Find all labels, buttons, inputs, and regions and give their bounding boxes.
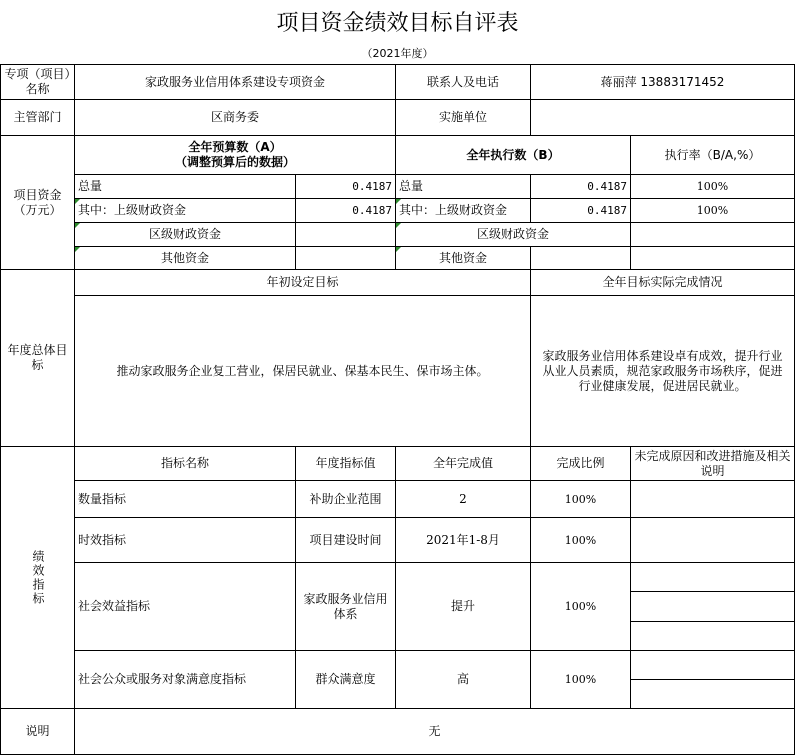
indicator-ratio: 100%	[530, 480, 631, 518]
indicator-reason	[630, 517, 795, 563]
rate-row-value: 100%	[630, 198, 795, 223]
exec-header: 全年执行数（B）	[395, 135, 631, 175]
rate-row-value: 100%	[630, 174, 795, 199]
indicator-value: 2	[395, 480, 531, 518]
rate-header: 执行率（B/A,%）	[630, 135, 795, 175]
year-label: （2021年度）	[361, 47, 434, 60]
exec-row-label: 其中：上级财政资金	[395, 198, 531, 223]
budget-row-label: 总量	[74, 174, 296, 199]
impl-label: 实施单位	[395, 99, 531, 136]
initial-goal-text: 推动家政服务企业复工营业，保居民就业、保基本民生、保市场主体。	[74, 295, 531, 447]
note-value: 无	[74, 708, 795, 755]
budget-row-label: 其他资金	[74, 246, 296, 270]
funds-label: 项目资金（万元）	[0, 135, 75, 270]
indicator-reason	[630, 621, 795, 651]
actual-goal-text: 家政服务业信用体系建设卓有成效，提升行业从业人员素质，规范家政服务市场秩序，促进行业健康发展，促进居民就业。	[530, 295, 795, 447]
initial-goal-header: 年初设定目标	[74, 269, 531, 296]
exec-row-value: 0.4187	[530, 198, 631, 223]
exec-row-label: 区级财政资金	[395, 222, 631, 247]
budget-row-value	[295, 246, 396, 270]
indicator-name: 数量指标	[74, 480, 296, 518]
indicator-target: 补助企业范围	[295, 480, 396, 518]
exec-row-value: 0.4187	[530, 174, 631, 199]
rate-row-value	[630, 246, 795, 270]
header-indicator-name: 指标名称	[74, 446, 296, 481]
actual-goal-header: 全年目标实际完成情况	[530, 269, 795, 296]
indicator-reason	[630, 591, 795, 622]
contact-label: 联系人及电话	[395, 64, 531, 100]
project-name-label: 专项（项目）名称	[0, 64, 75, 100]
indicator-ratio: 100%	[530, 517, 631, 563]
budget-header: 全年预算数（A） （调整预算后的数据）	[74, 135, 396, 175]
header-ratio: 完成比例	[530, 446, 631, 481]
indicator-ratio: 100%	[530, 650, 631, 709]
dept-value: 区商务委	[74, 99, 396, 136]
performance-label-text: 绩效指标	[31, 549, 45, 606]
indicator-value: 高	[395, 650, 531, 709]
indicator-reason	[630, 679, 795, 709]
indicator-target: 家政服务业信用体系	[295, 562, 396, 651]
page-title: 项目资金绩效目标自评表	[276, 10, 519, 36]
exec-row-value	[530, 246, 631, 270]
budget-row-value: 0.4187	[295, 174, 396, 199]
indicator-value: 2021年1-8月	[395, 517, 531, 563]
performance-label	[0, 446, 75, 709]
indicator-reason	[630, 650, 795, 680]
indicator-reason	[630, 480, 795, 518]
dept-label: 主管部门	[0, 99, 75, 136]
indicator-value: 提升	[395, 562, 531, 651]
rate-row-value	[630, 222, 795, 247]
indicator-target: 项目建设时间	[295, 517, 396, 563]
contact-value: 蒋丽萍 13883171452	[530, 64, 795, 100]
project-name-value: 家政服务业信用体系建设专项资金	[74, 64, 396, 100]
indicator-name: 社会公众或服务对象满意度指标	[74, 650, 296, 709]
budget-row-value	[295, 222, 396, 247]
header-target-value: 年度指标值	[295, 446, 396, 481]
header-actual-value: 全年完成值	[395, 446, 531, 481]
indicator-target: 群众满意度	[295, 650, 396, 709]
budget-row-value: 0.4187	[295, 198, 396, 223]
indicator-name: 社会效益指标	[74, 562, 296, 651]
impl-value	[530, 99, 795, 136]
budget-row-label: 其中：上级财政资金	[74, 198, 296, 223]
exec-row-label: 其他资金	[395, 246, 531, 270]
indicator-reason	[630, 562, 795, 592]
indicator-ratio: 100%	[530, 562, 631, 651]
indicator-name: 时效指标	[74, 517, 296, 563]
exec-row-label: 总量	[395, 174, 531, 199]
header-reason: 未完成原因和改进措施及相关说明	[630, 446, 795, 481]
note-label: 说明	[0, 708, 75, 755]
goals-label: 年度总体目标	[0, 269, 75, 447]
budget-row-label: 区级财政资金	[74, 222, 296, 247]
